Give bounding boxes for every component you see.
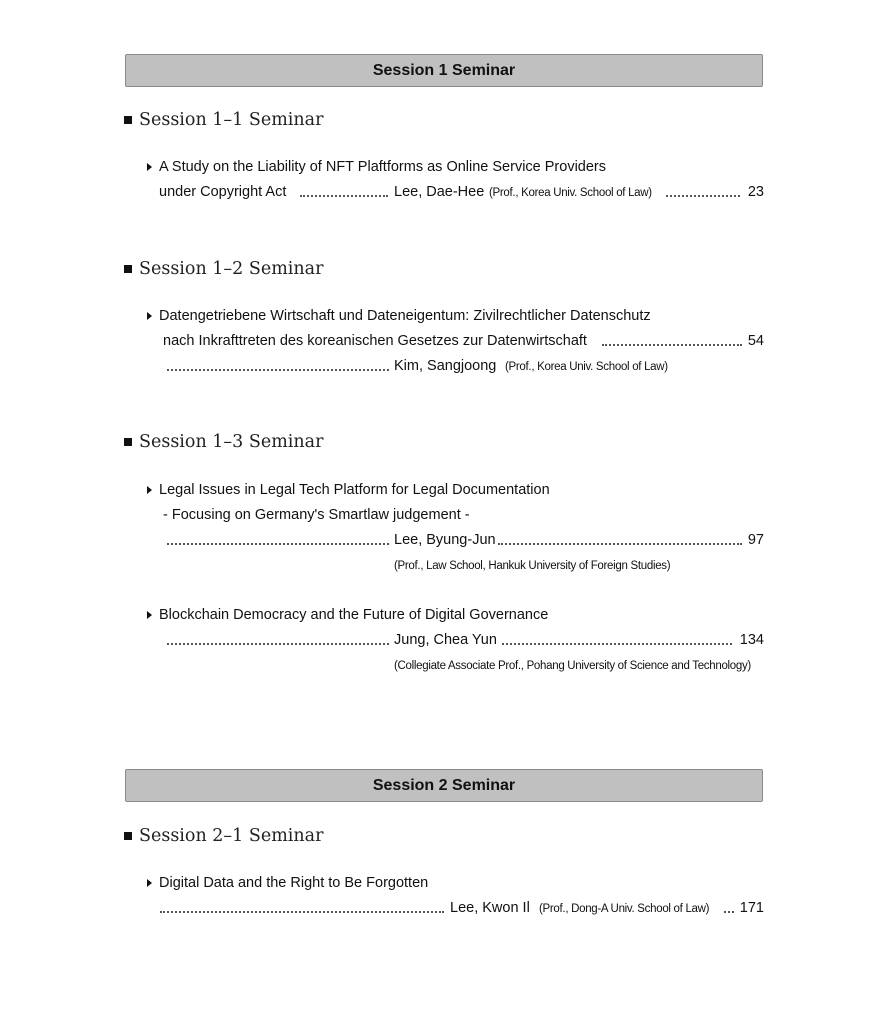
paper-title-line1: A Study on the Liability of NFT Plaftforms as Online Service Providers [159,159,607,175]
square-bullet-icon [124,832,132,840]
paper-title-line2: nach Inkrafttreten des koreanischen Gesetzes zur Datenwirtschaft [163,333,587,349]
leader-dots [167,543,389,545]
paper-affiliation: (Prof., Korea Univ. School of Law) [489,187,652,199]
paper-subtitle: - Focusing on Germany's Smartlaw judgement - [163,507,470,523]
square-bullet-icon [124,265,132,273]
session-1-1-heading [124,110,323,130]
leader-dots [300,195,388,197]
leader-dots [167,369,389,371]
leader-dots [666,195,740,197]
paper-affiliation: (Prof., Dong-A Univ. School of Law) [539,903,710,915]
session-1-3-heading [124,432,323,452]
session-2-1-heading-label: Session 2–1 Seminar [139,826,324,846]
square-bullet-icon [124,116,132,124]
paper-affiliation: (Prof., Law School, Hankuk University of Foreign Studies) [394,560,671,572]
session-1-header [125,54,763,87]
paper-author: Lee, Byung-Jun [394,532,496,548]
paper-author: Jung, Chea Yun [394,632,497,648]
page-number: 54 [747,333,764,349]
triangle-bullet-icon [147,611,152,619]
triangle-bullet-icon [147,312,152,320]
leader-dots [724,911,734,913]
triangle-bullet-icon [147,163,152,171]
leader-dots [502,643,732,645]
paper-title-line1: Legal Issues in Legal Tech Platform for Legal Documentation [159,482,550,498]
page-number: 134 [739,632,764,648]
paper-title-line1: Digital Data and the Right to Be Forgotten [159,875,429,891]
session-1-2-heading [124,259,323,279]
square-bullet-icon [124,438,132,446]
triangle-bullet-icon [147,486,152,494]
paper-affiliation: (Prof., Korea Univ. School of Law) [505,361,668,373]
page-number: 97 [747,532,764,548]
session-2-1-heading [124,826,323,846]
session-1-2-heading-label: Session 1–2 Seminar [139,259,324,279]
paper-affiliation: (Collegiate Associate Prof., Pohang University of Science and Technology) [394,660,751,672]
paper-title-line1: Blockchain Democracy and the Future of Digital Governance [159,607,549,623]
session-2-header [125,769,763,802]
triangle-bullet-icon [147,879,152,887]
leader-dots [498,543,742,545]
paper-author: Lee, Dae-Hee [394,184,485,200]
paper-title-line2: under Copyright Act [159,184,287,200]
paper-title-line1: Datengetriebene Wirtschaft und Dateneigentum: Zivilrechtlicher Datenschutz [159,308,651,324]
leader-dots [167,643,389,645]
paper-author: Lee, Kwon Il [450,900,530,916]
session-1-3-heading-label: Session 1–3 Seminar [139,432,324,452]
page-number: 23 [747,184,764,200]
leader-dots [602,344,742,346]
paper-author: Kim, Sangjoong [394,358,497,374]
page-number: 171 [739,900,764,916]
session-2-header-label: Session 2 Seminar [372,776,516,794]
leader-dots [160,911,444,913]
session-1-header-label: Session 1 Seminar [372,61,516,79]
session-1-1-heading-label: Session 1–1 Seminar [139,110,324,130]
